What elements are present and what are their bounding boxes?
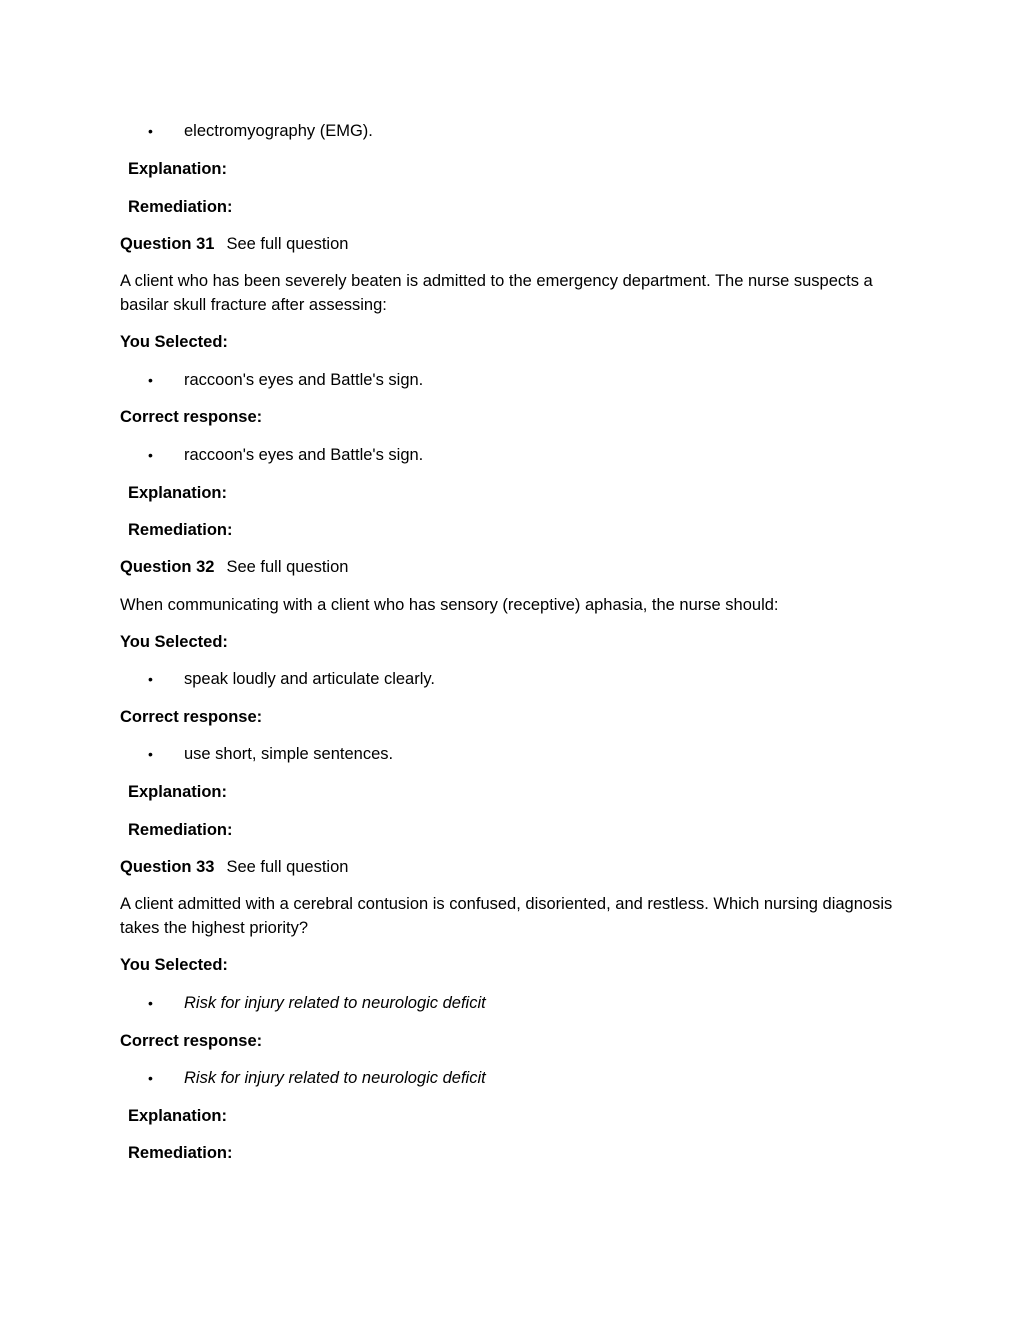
question-text: A client admitted with a cerebral contusion is confused, disoriented, and restless. Which nursing diagnosis takes the highest priority? [120,895,893,937]
you-selected-label: You Selected: [120,956,228,974]
question-header [120,232,895,256]
correct-response-label: Correct response: [120,408,263,426]
remediation-label: Remediation: [128,1144,233,1162]
selected-answer: raccoon's eyes and Battle's sign. [184,371,424,389]
explanation-label: Explanation: [128,783,228,801]
correct-answer: Risk for injury related to neurologic deficit [184,1069,486,1087]
see-full-question-link[interactable]: See full question [226,235,349,253]
question-number: Question 32 [120,558,215,576]
question-text: A client who has been severely beaten is admitted to the emergency department. The nurse suspects a basilar skull fracture after assessing: [120,272,873,314]
bullet-icon: • [148,123,153,139]
bullet-icon: • [148,746,153,762]
question-number: Question 33 [120,858,215,876]
explanation-label: Explanation: [128,1107,228,1125]
see-full-question-link[interactable]: See full question [226,558,349,576]
you-selected-label: You Selected: [120,333,228,351]
list-item [148,742,393,766]
bullet-icon: • [148,671,153,687]
question-header [120,855,895,879]
you-selected-label: You Selected: [120,633,228,651]
bullet-icon: • [148,1070,153,1086]
correct-response-label: Correct response: [120,1032,263,1050]
list-item [148,991,486,1015]
question-number: Question 31 [120,235,215,253]
see-full-question-link[interactable]: See full question [226,858,349,876]
list-item [148,119,373,143]
correct-answer: raccoon's eyes and Battle's sign. [184,446,424,464]
selected-answer: Risk for injury related to neurologic deficit [184,994,486,1012]
bullet-icon: • [148,995,153,1011]
remediation-label: Remediation: [128,521,233,539]
list-item [148,368,423,392]
selected-answer: speak loudly and articulate clearly. [184,670,435,688]
correct-answer: use short, simple sentences. [184,745,394,763]
question-text: When communicating with a client who has sensory (receptive) aphasia, the nurse should: [120,596,779,614]
correct-response-label: Correct response: [120,708,263,726]
bullet-icon: • [148,372,153,388]
question-header [120,555,895,579]
bullet-icon: • [148,447,153,463]
list-item [148,667,435,691]
answer-text: electromyography (EMG). [184,122,373,140]
remediation-label: Remediation: [128,198,233,216]
list-item [148,443,423,467]
remediation-label: Remediation: [128,821,233,839]
list-item [148,1066,486,1090]
explanation-label: Explanation: [128,160,228,178]
explanation-label: Explanation: [128,484,228,502]
